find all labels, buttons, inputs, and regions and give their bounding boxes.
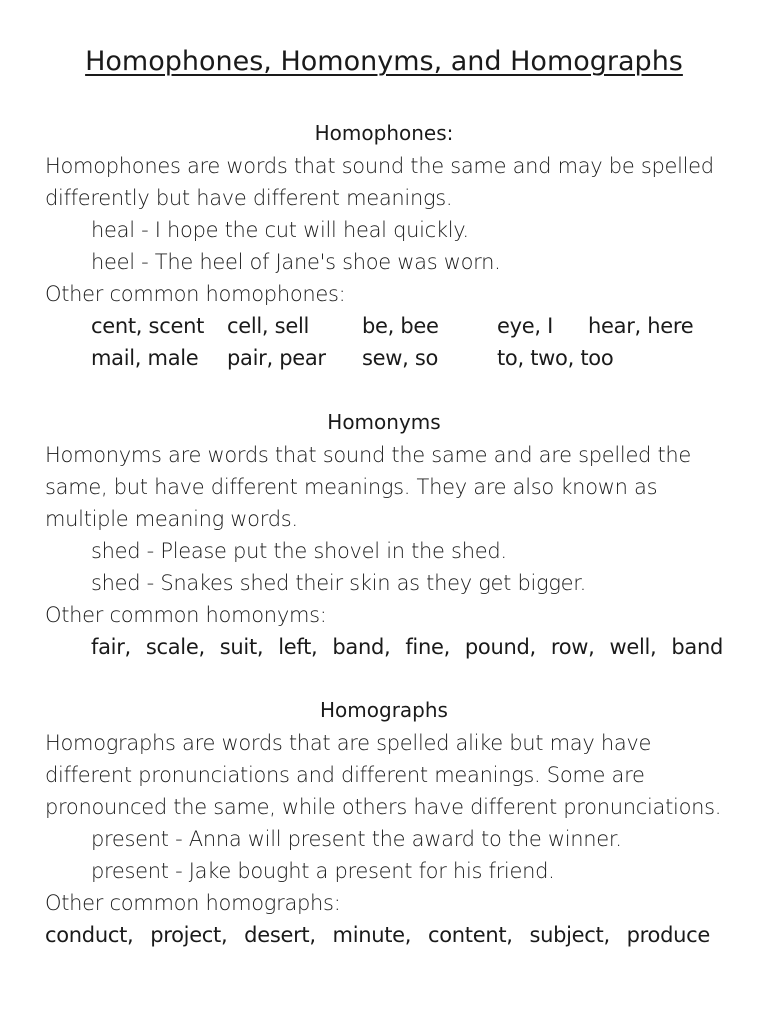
homophone-pair: eye, I: [497, 314, 554, 338]
homonym-word: pound,: [464, 635, 536, 659]
homophones-example-2: heel - The heel of Jane's shoe was worn.: [91, 250, 501, 274]
homograph-word: produce: [626, 923, 710, 947]
homograph-word: project,: [150, 923, 228, 947]
homophone-pair: cent, scent: [91, 314, 205, 338]
homonyms-definition-line-2: same, but have different meanings. They are also known as: [45, 475, 658, 499]
homonym-word: row,: [550, 635, 595, 659]
homophone-pair: mail, male: [91, 346, 199, 370]
homophone-pair: hear, here: [588, 314, 694, 338]
homograph-word: conduct,: [45, 923, 134, 947]
homophone-pair: to, two, too: [497, 346, 614, 370]
homophones-heading: Homophones:: [314, 121, 454, 145]
homonym-word: fine,: [405, 635, 450, 659]
homonyms-example-1: shed - Please put the shovel in the shed.: [91, 539, 507, 563]
homonyms-word-list: [91, 635, 723, 659]
homograph-word: subject,: [529, 923, 610, 947]
homograph-word: content,: [427, 923, 513, 947]
homonym-word: well,: [609, 635, 657, 659]
homographs-definition-line-2: different pronunciations and different meanings. Some are: [45, 763, 645, 787]
homographs-example-2: present - Jake bought a present for his friend.: [91, 859, 555, 883]
homographs-definition-line-1: Homographs are words that are spelled alike but may have: [45, 731, 652, 755]
homophones-other-label: Other common homophones:: [45, 282, 346, 306]
homonym-word: fair,: [91, 635, 131, 659]
homonyms-other-label: Other common homonyms:: [45, 603, 327, 627]
homonyms-example-2: shed - Snakes shed their skin as they get bigger.: [91, 571, 587, 595]
homographs-example-1: present - Anna will present the award to the winner.: [91, 827, 622, 851]
homophones-definition-line-1: Homophones are words that sound the same and may be spelled: [45, 154, 714, 178]
homophone-pair: be, bee: [362, 314, 439, 338]
homographs-other-label: Other common homographs:: [45, 891, 341, 915]
homographs-definition-line-3: pronounced the same, while others have different pronunciations.: [45, 795, 722, 819]
homophone-pair: sew, so: [362, 346, 439, 370]
homonym-word: left,: [278, 635, 318, 659]
homonym-word: suit,: [219, 635, 264, 659]
homophone-pair: cell, sell: [227, 314, 310, 338]
homophones-definition-line-2: differently but have different meanings.: [45, 186, 453, 210]
homonyms-definition-line-1: Homonyms are words that sound the same and are spelled the: [45, 443, 692, 467]
homographs-heading: Homographs: [320, 698, 448, 722]
homonym-word: band,: [332, 635, 391, 659]
homograph-word: minute,: [332, 923, 412, 947]
homograph-word: desert,: [244, 923, 316, 947]
page-title: Homophones, Homonyms, and Homographs: [85, 46, 683, 77]
homonym-word: band: [671, 635, 723, 659]
homophone-pair: pair, pear: [227, 346, 326, 370]
homophones-example-1: heal - I hope the cut will heal quickly.: [91, 218, 469, 242]
homonyms-heading: Homonyms: [327, 410, 441, 434]
homonym-word: scale,: [145, 635, 205, 659]
homographs-word-list: [45, 923, 710, 947]
homonyms-definition-line-3: multiple meaning words.: [45, 507, 298, 531]
